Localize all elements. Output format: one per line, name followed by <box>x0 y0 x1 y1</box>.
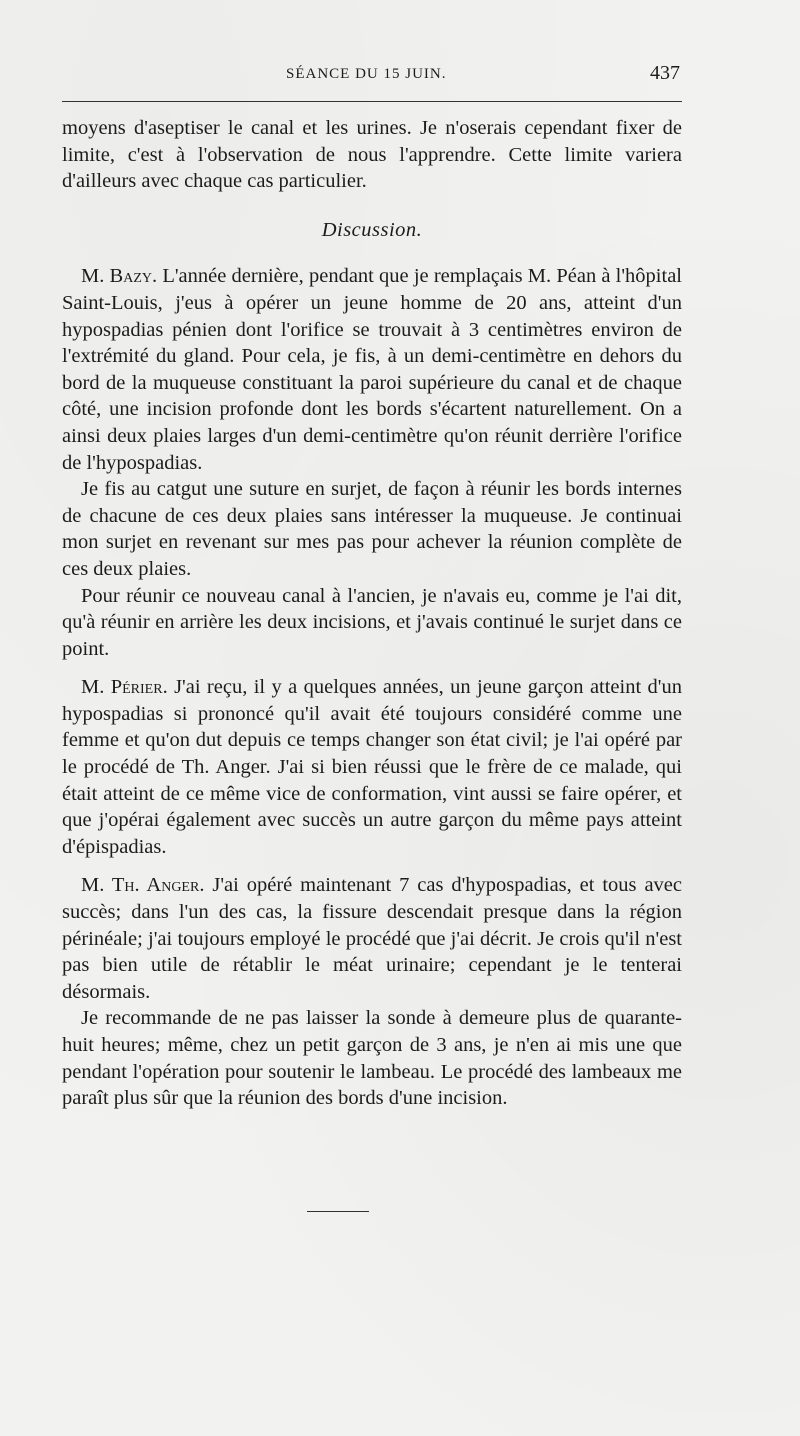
paragraph-text: J'ai reçu, il y a quelques années, un jeune garçon atteint d'un hypospadias si prononcé qu'il avait été toujours considéré comme une femme et qu'on dut depuis ce temps changer son état civil; je l'ai opéré par le procédé de Th. Anger. J'ai si bien réussi que le frère de ce malade, qui était atteint de ce même vice de conformation, vint aussi se faire opérer, et que j'opérai également avec succès un autre garçon du même pays atteint d'épispadias. <box>62 676 682 858</box>
running-title: SÉANCE DU 15 JUIN. <box>286 66 447 82</box>
paragraph-bazy-3: Pour réunir ce nouveau canal à l'ancien, je n'avais eu, comme je l'ai dit, qu'à réunir en arrière les deux incisions, et j'avais continué le surjet dans ce point. <box>62 584 682 660</box>
speaker-name: M. Bazy. <box>81 265 158 288</box>
section-heading: Discussion. <box>321 218 423 241</box>
paragraph-continued: moyens d'aseptiser le canal et les urines. Je n'oserais cependant fixer de limite, c'est à l'observation de nous l'apprendre. Cette limite variera d'ailleurs avec chaque cas particulier. <box>62 117 682 193</box>
paragraph-text: J'ai opéré maintenant 7 cas d'hypospadias, et tous avec succès; dans l'un des cas, la fissure descendait presque dans la région périnéale; j'ai toujours employé le procédé que j'ai décrit. Je crois qu'il n'est pas bien utile de rétablir le méat urinaire; cependant je le tenterai désormais. <box>62 874 682 1003</box>
page-number: 437 <box>650 62 680 84</box>
speaker-name: M. Th. Anger. <box>81 874 205 897</box>
paragraph-anger-2: Je recommande de ne pas laisser la sonde à demeure plus de quarante-huit heures; même, chez un petit garçon de 3 ans, je n'en ai mis une que pendant l'opération pour soutenir le lambeau. Le procédé des lambeaux me paraît plus sûr que la réunion des bords d'une incision. <box>62 1007 682 1110</box>
running-header <box>62 62 682 90</box>
paragraph-perier <box>62 674 682 860</box>
header-rule <box>62 101 682 102</box>
section-end-rule <box>307 1211 369 1212</box>
speaker-name: M. Périer. <box>81 676 168 699</box>
paragraph-anger <box>62 872 682 1005</box>
paragraph-bazy-2: Je fis au catgut une suture en surjet, de façon à réunir les bords internes de chacune de ces deux plaies sans intéresser la muqueuse. Je continuai mon surjet en revenant sur mes pas pour achever la réunion complète de ces deux plaies. <box>62 478 682 580</box>
body-text <box>62 115 682 1112</box>
paragraph-text: L'année dernière, pendant que je remplaçais M. Péan à l'hôpital Saint-Louis, j'eus à opérer un jeune homme de 20 ans, atteint d'un hypospadias pénien dont l'orifice se trouvait à 3 centimètres environ de l'extrémité du gland. Pour cela, je fis, à un demi-centimètre en dehors du bord de la muqueuse constituant la paroi supérieure du canal et de chaque côté, une incision profonde dont les bords s'écartent naturellement. On a ainsi deux plaies larges d'un demi-centimètre qu'on réunit derrière l'orifice de l'hypospadias. <box>62 265 682 474</box>
paragraph-bazy <box>62 263 682 476</box>
